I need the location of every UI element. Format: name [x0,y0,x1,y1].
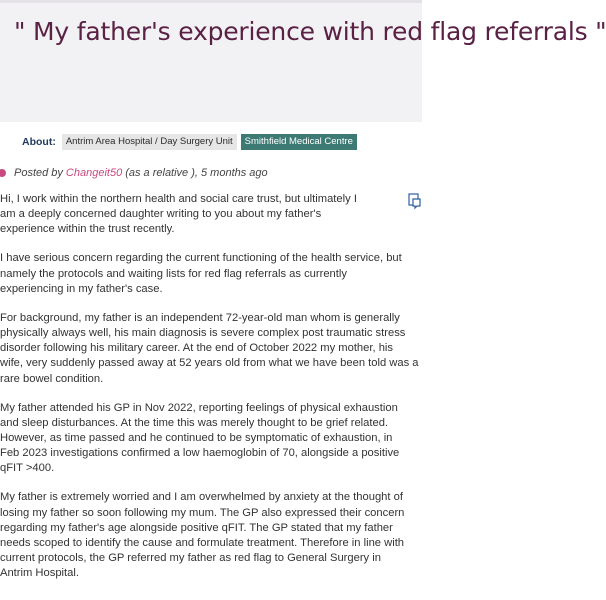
header-top-bar [0,0,422,3]
posted-meta: (as a relative ), 5 months ago [125,167,268,179]
story-paragraph: I have serious concern regarding the current functioning of the health service, but namely the protocols and waiting lists for red flag referrals as currently experiencing in my father's case. [0,252,402,295]
service-tag-antrim[interactable]: Antrim Area Hospital / Day Surgery Unit [62,134,237,150]
story-header [0,0,606,122]
story-paragraph: For background, my father is an independent 72-year-old man whom is generally physically always well, his main diagnosis is severe complex post traumatic stress disorder following his military career. At the end of October 2022 my mother, his wife, very suddenly passed away at 52 years old from what we have been told was a rare bowel condition. [0,311,419,385]
about-row [22,134,357,150]
story-paragraph: Hi, I work within the northern health and social care trust, but ultimately I am a deeply concerned daughter writing to you about my father's experience within the trust recently. [0,193,357,236]
story-paragraph: My father is extremely worried and I am overwhelmed by anxiety at the thought of losing my father so soon following my mum. The GP also expressed their concern regarding my father's age alongside positive qFIT. The GP stated that my father needs scoped to identify the cause and formulate treatment. Therefore in line with current protocols, the GP referred my father as red flag to General Surgery in Antrim Hospital. [0,491,405,580]
page-title: " My father's experience with red flag referrals " [14,17,606,46]
author-link[interactable]: Changeit50 [65,167,123,179]
posted-by-line [0,166,268,180]
story-body [0,192,422,595]
bullet-icon [0,169,6,177]
posted-by-prefix: Posted by [14,167,63,179]
story-paragraph: My father attended his GP in Nov 2022, reporting feelings of physical exhaustion and sleep disturbances. At the time this was merely thought to be grief related. However, as time passed and he continued to be symptomatic of exhaustion, in Feb 2023 investigations confirmed a low haemoglobin of 70, alongside a positive qFIT >400. [0,401,400,475]
service-tag-smithfield[interactable]: Smithfield Medical Centre [241,134,357,150]
about-label: About: [22,136,56,148]
